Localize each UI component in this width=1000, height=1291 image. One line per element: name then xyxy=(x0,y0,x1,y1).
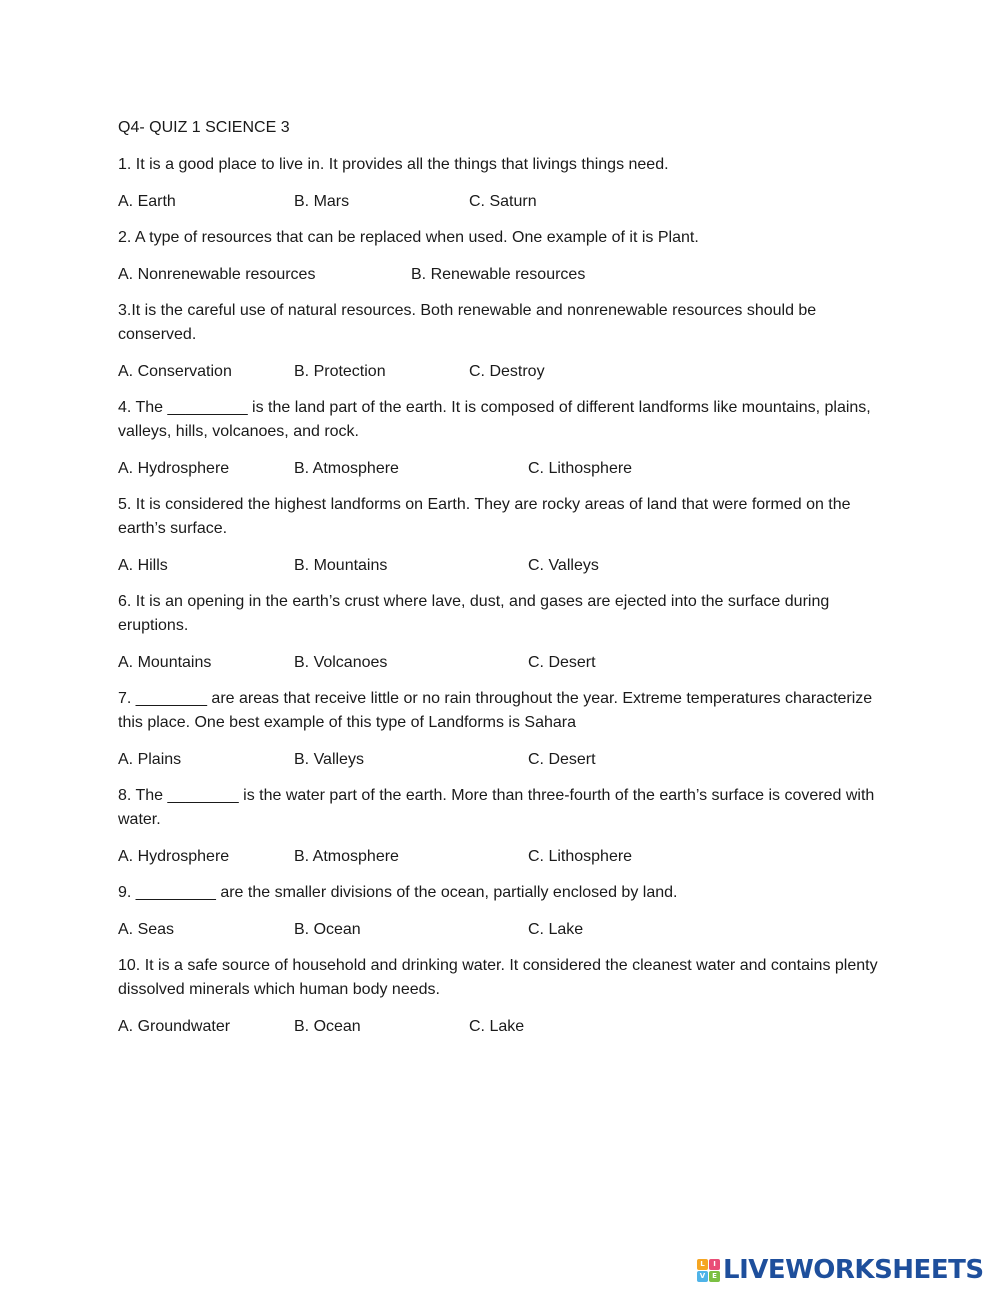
question-9-option-c[interactable]: C. Lake xyxy=(528,921,584,938)
question-6-text: 6. It is an opening in the earth’s crust where lave, dust, and gases are ejected into the surface during eruptions. xyxy=(118,593,830,634)
question-10-option-b[interactable]: B. Ocean xyxy=(294,1018,361,1035)
question-6-option-a[interactable]: A. Mountains xyxy=(118,654,212,671)
question-9-option-b[interactable]: B. Ocean xyxy=(294,921,361,938)
question-7-text: 7. ________ are areas that receive little or no rain throughout the year. Extreme temperatures characterize this place. One best example of this type of Landforms is Sahara xyxy=(118,690,873,731)
logo-mark-letter-i: I xyxy=(709,1259,720,1270)
question-9-text: 9. _________ are the smaller divisions of the ocean, partially enclosed by land. xyxy=(118,884,678,901)
liveworksheets-logo[interactable] xyxy=(697,1254,984,1286)
liveworksheets-logo-text: LIVEWORKSHEETS xyxy=(723,1255,984,1285)
question-10-option-c[interactable]: C. Lake xyxy=(469,1018,525,1035)
question-1-option-b[interactable]: B. Mars xyxy=(294,193,350,210)
logo-mark-letter-l: L xyxy=(697,1259,708,1270)
question-1-option-a[interactable]: A. Earth xyxy=(118,193,176,210)
question-1-text: 1. It is a good place to live in. It provides all the things that livings things need. xyxy=(118,156,669,173)
question-8-option-b[interactable]: B. Atmosphere xyxy=(294,848,399,865)
question-4-text: 4. The _________ is the land part of the earth. It is composed of different landforms like mountains, plains, valleys, hills, volcanoes, and rock. xyxy=(118,399,871,440)
question-3-option-c[interactable]: C. Destroy xyxy=(469,363,545,380)
question-7-option-c[interactable]: C. Desert xyxy=(528,751,596,768)
liveworksheets-logo-icon xyxy=(697,1259,720,1282)
question-5-text: 5. It is considered the highest landforms on Earth. They are rocky areas of land that were formed on the earth’s surface. xyxy=(118,496,851,537)
question-7-option-b[interactable]: B. Valleys xyxy=(294,751,364,768)
question-4-option-b[interactable]: B. Atmosphere xyxy=(294,460,399,477)
logo-mark-letter-e: E xyxy=(709,1271,720,1282)
question-3-text: 3.It is the careful use of natural resources. Both renewable and nonrenewable resources should be conserved. xyxy=(118,302,817,343)
question-8-option-c[interactable]: C. Lithosphere xyxy=(528,848,633,865)
question-7-option-a[interactable]: A. Plains xyxy=(118,751,182,768)
question-6-option-b[interactable]: B. Volcanoes xyxy=(294,654,388,671)
question-2-text: 2. A type of resources that can be replaced when used. One example of it is Plant. xyxy=(118,229,699,246)
question-6-option-c[interactable]: C. Desert xyxy=(528,654,596,671)
question-8-text: 8. The ________ is the water part of the earth. More than three-fourth of the earth’s surface is covered with water. xyxy=(118,787,875,828)
question-3-option-a[interactable]: A. Conservation xyxy=(118,363,232,380)
question-8-option-a[interactable]: A. Hydrosphere xyxy=(118,848,230,865)
question-4-option-c[interactable]: C. Lithosphere xyxy=(528,460,633,477)
question-2-option-a[interactable]: A. Nonrenewable resources xyxy=(118,266,316,283)
question-3-option-b[interactable]: B. Protection xyxy=(294,363,386,380)
question-10-text: 10. It is a safe source of household and drinking water. It considered the cleanest water and contains plenty dissolved minerals which human body needs. xyxy=(118,957,878,998)
question-9-option-a[interactable]: A. Seas xyxy=(118,921,175,938)
question-10-option-a[interactable]: A. Groundwater xyxy=(118,1018,231,1035)
question-5-option-c[interactable]: C. Valleys xyxy=(528,557,599,574)
question-5-option-a[interactable]: A. Hills xyxy=(118,557,168,574)
question-4-option-a[interactable]: A. Hydrosphere xyxy=(118,460,230,477)
question-5-option-b[interactable]: B. Mountains xyxy=(294,557,388,574)
question-1-option-c[interactable]: C. Saturn xyxy=(469,193,537,210)
question-2-option-b[interactable]: B. Renewable resources xyxy=(411,266,586,283)
quiz-title: Q4- QUIZ 1 SCIENCE 3 xyxy=(118,119,290,136)
logo-mark-letter-v: V xyxy=(697,1271,708,1282)
